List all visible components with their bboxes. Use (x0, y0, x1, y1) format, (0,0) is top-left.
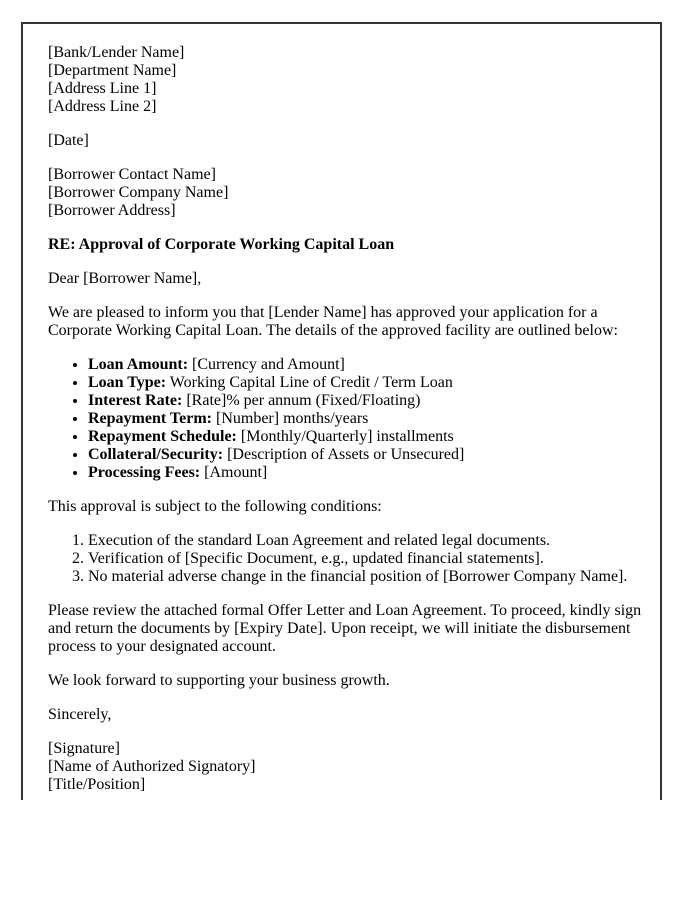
detail-label: Processing Fees: (88, 464, 201, 481)
closing-paragraph-review: Please review the attached formal Offer Letter and Loan Agreement. To proceed, kindly sign and return the documents by [Expiry Date]. Upon receipt, we will initiate the disbursement process to your designated account. (48, 602, 642, 655)
intro-paragraph: We are pleased to inform you that [Lender Name] has approved your application for a Corporate Working Capital Loan. The details of the approved facility are outlined below: (48, 304, 618, 339)
condition-item: 2. Verification of [Specific Document, e.g., updated financial statements]. (88, 550, 648, 568)
salutation: Dear [Borrower Name], (48, 270, 202, 287)
sender-block (48, 44, 648, 116)
detail-label: Repayment Term: (88, 410, 212, 427)
subject-line: RE: Approval of Corporate Working Capital Loan (48, 236, 395, 253)
recipient-line: [Borrower Address] (48, 202, 176, 219)
date-line: [Date] (48, 132, 89, 149)
detail-label: Collateral/Security: (88, 446, 224, 463)
signature-line: [Signature] (48, 740, 120, 757)
loan-detail-item (88, 392, 648, 410)
loan-detail-item (88, 428, 648, 446)
detail-value: [Description of Assets or Unsecured] (223, 446, 465, 463)
sender-line: [Bank/Lender Name] (48, 44, 185, 61)
detail-label: Loan Type: (88, 374, 167, 391)
conditions-intro: This approval is subject to the following conditions: (48, 498, 382, 515)
recipient-line: [Borrower Company Name] (48, 184, 229, 201)
loan-details-list (48, 356, 648, 482)
signature-line: [Title/Position] (48, 776, 146, 793)
loan-detail-item (88, 356, 648, 374)
recipient-line: [Borrower Contact Name] (48, 166, 216, 183)
detail-label: Loan Amount: (88, 356, 189, 373)
letter-page (21, 22, 662, 800)
detail-label: Interest Rate: (88, 392, 183, 409)
condition-item: 3. No material adverse change in the financial position of [Borrower Company Name]. (88, 568, 648, 586)
closing-paragraph-growth: We look forward to supporting your business growth. (48, 672, 390, 689)
loan-detail-item (88, 374, 648, 392)
sender-line: [Address Line 2] (48, 98, 157, 115)
detail-value: Working Capital Line of Credit / Term Loan (166, 374, 453, 391)
signoff: Sincerely, (48, 706, 112, 723)
detail-value: [Currency and Amount] (188, 356, 345, 373)
detail-value: [Monthly/Quarterly] installments (236, 428, 454, 445)
loan-detail-item (88, 464, 648, 482)
recipient-block (48, 166, 648, 220)
detail-value: [Number] months/years (211, 410, 369, 427)
detail-value: [Amount] (200, 464, 268, 481)
condition-item: 1. Execution of the standard Loan Agreement and related legal documents. (88, 532, 648, 550)
conditions-list (48, 532, 648, 586)
loan-detail-item (88, 446, 648, 464)
detail-value: [Rate]% per annum (Fixed/Floating) (182, 392, 421, 409)
sender-line: [Department Name] (48, 62, 177, 79)
signature-line: [Name of Authorized Signatory] (48, 758, 256, 775)
loan-detail-item (88, 410, 648, 428)
detail-label: Repayment Schedule: (88, 428, 237, 445)
sender-line: [Address Line 1] (48, 80, 157, 97)
signature-block (48, 740, 648, 794)
